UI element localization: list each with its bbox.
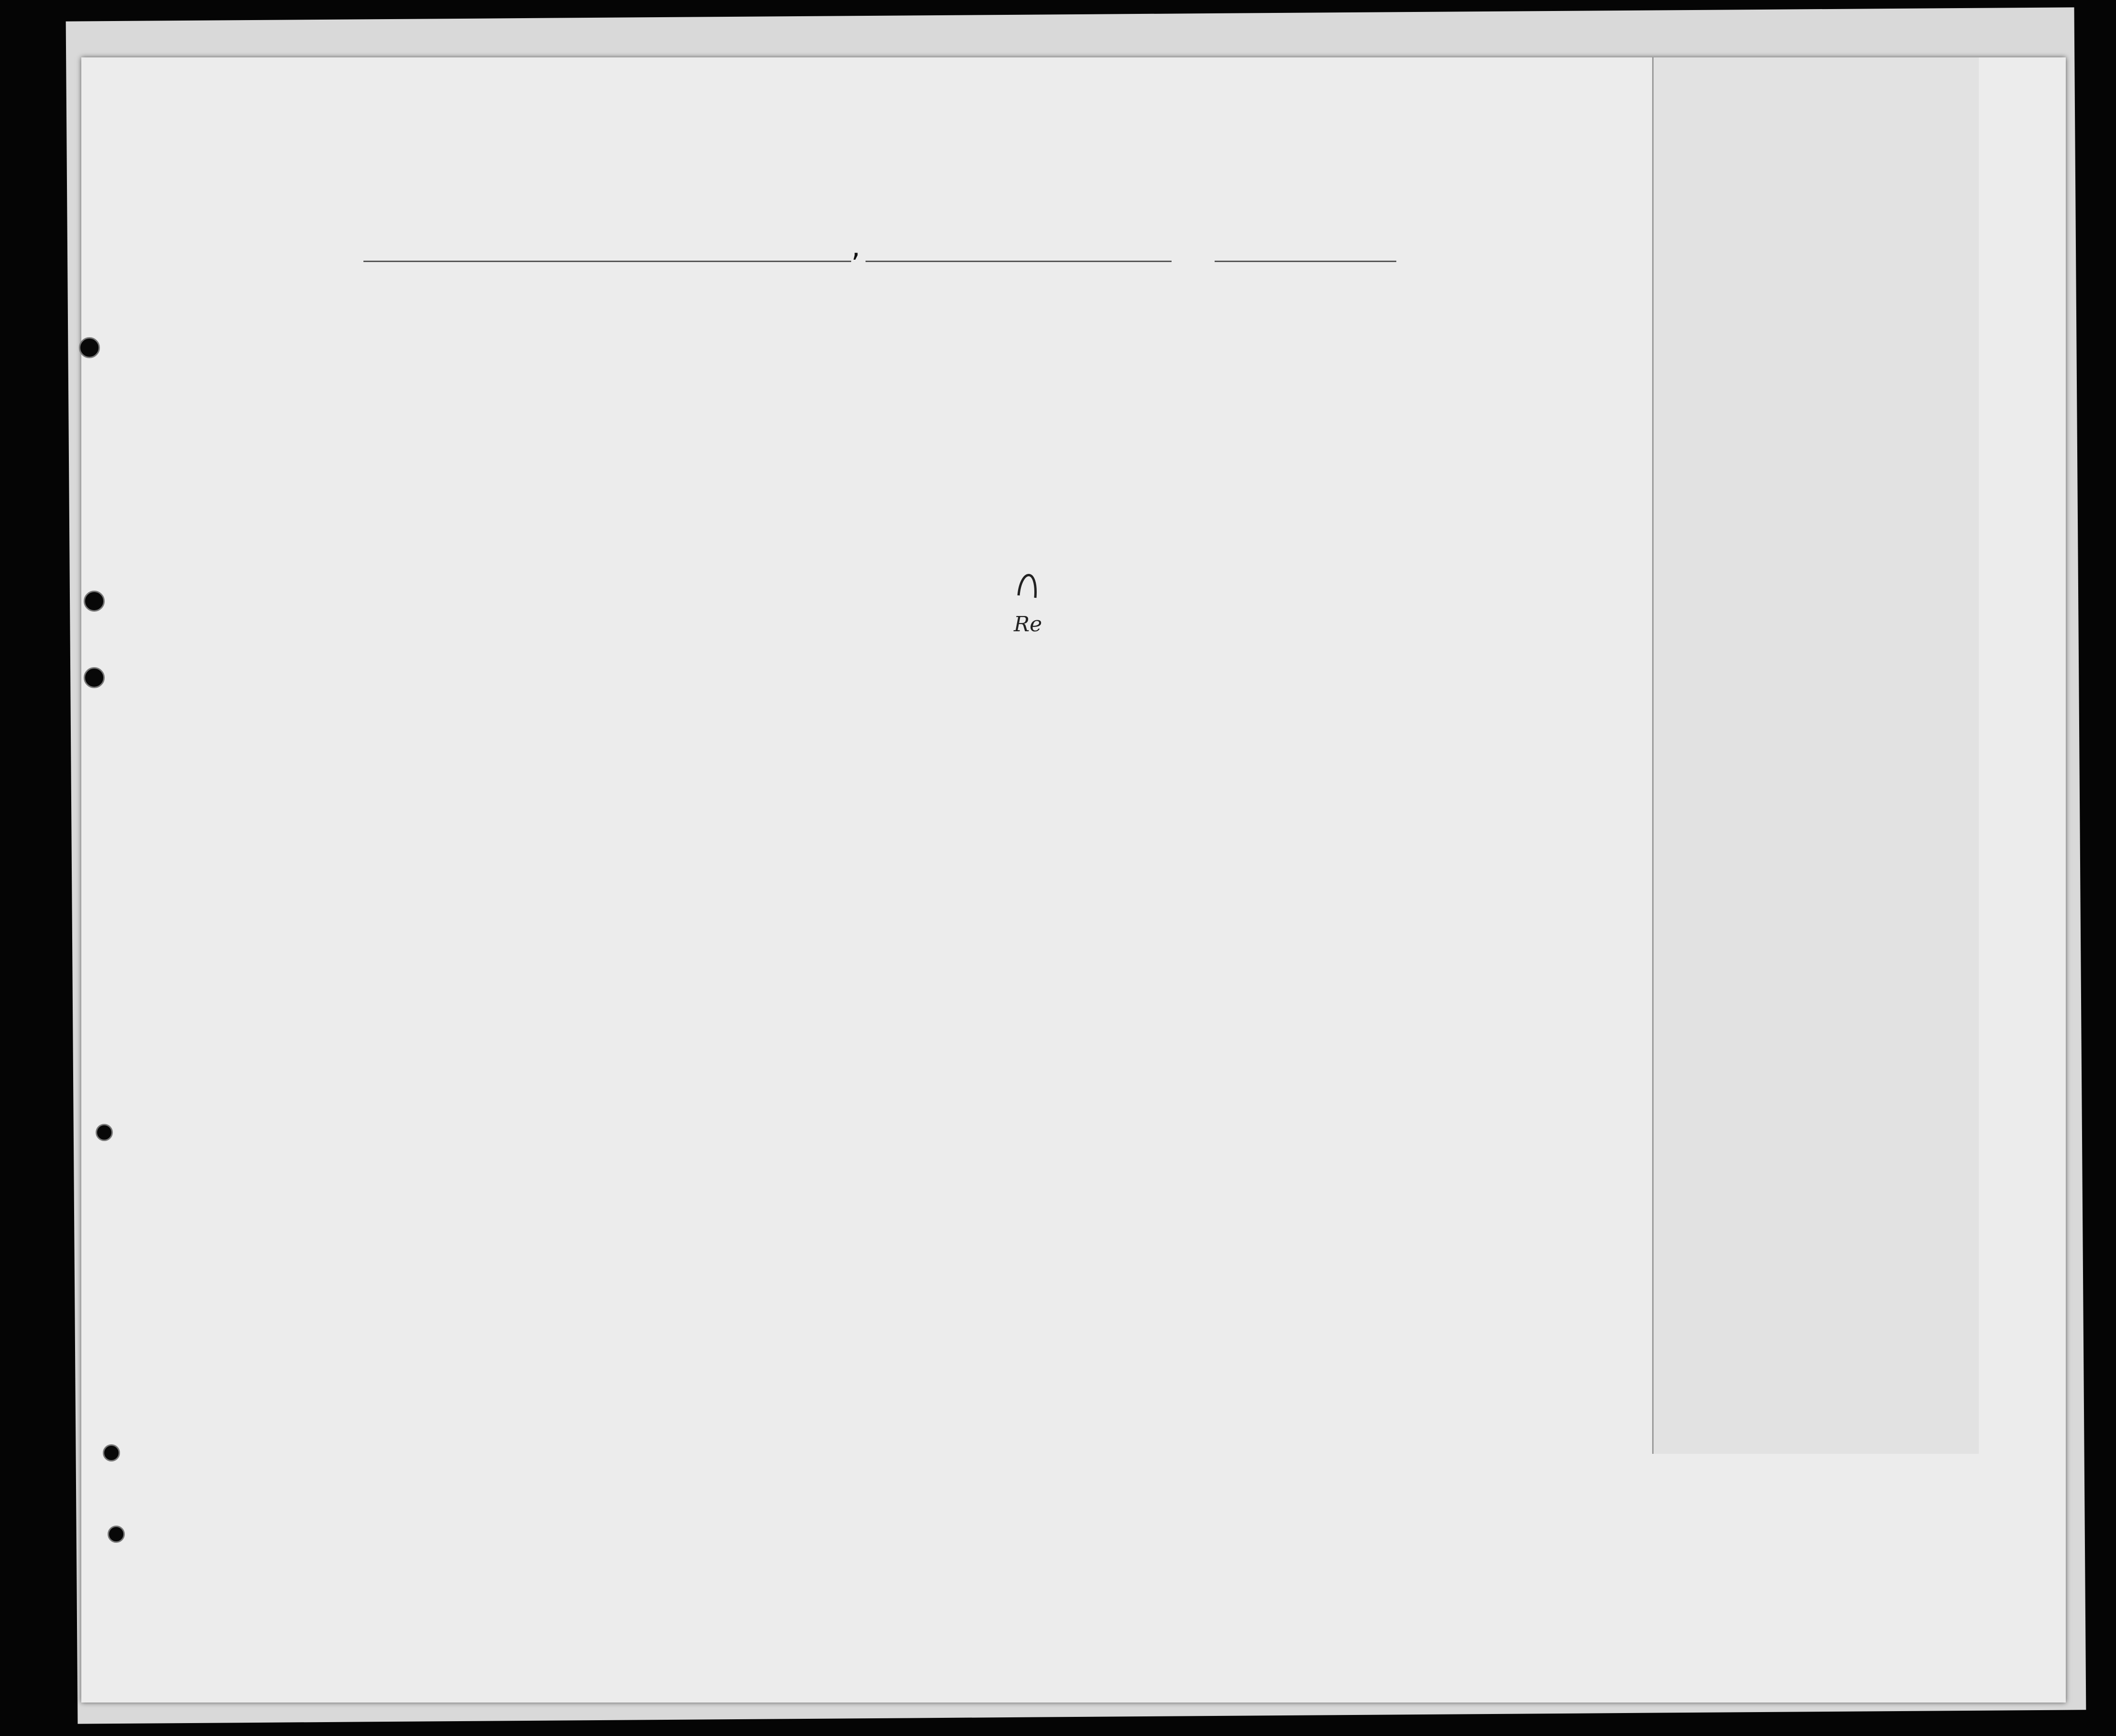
binder-hole (84, 591, 105, 612)
handwritten-mark (1019, 575, 1035, 598)
comma: , (849, 234, 864, 262)
binder-hole (108, 1526, 125, 1543)
hw-note-5: Re (1014, 612, 1042, 637)
binder-hole (103, 1444, 120, 1461)
binder-hole (96, 1124, 113, 1141)
binder-hole (79, 337, 100, 358)
binder-hole (84, 667, 105, 688)
